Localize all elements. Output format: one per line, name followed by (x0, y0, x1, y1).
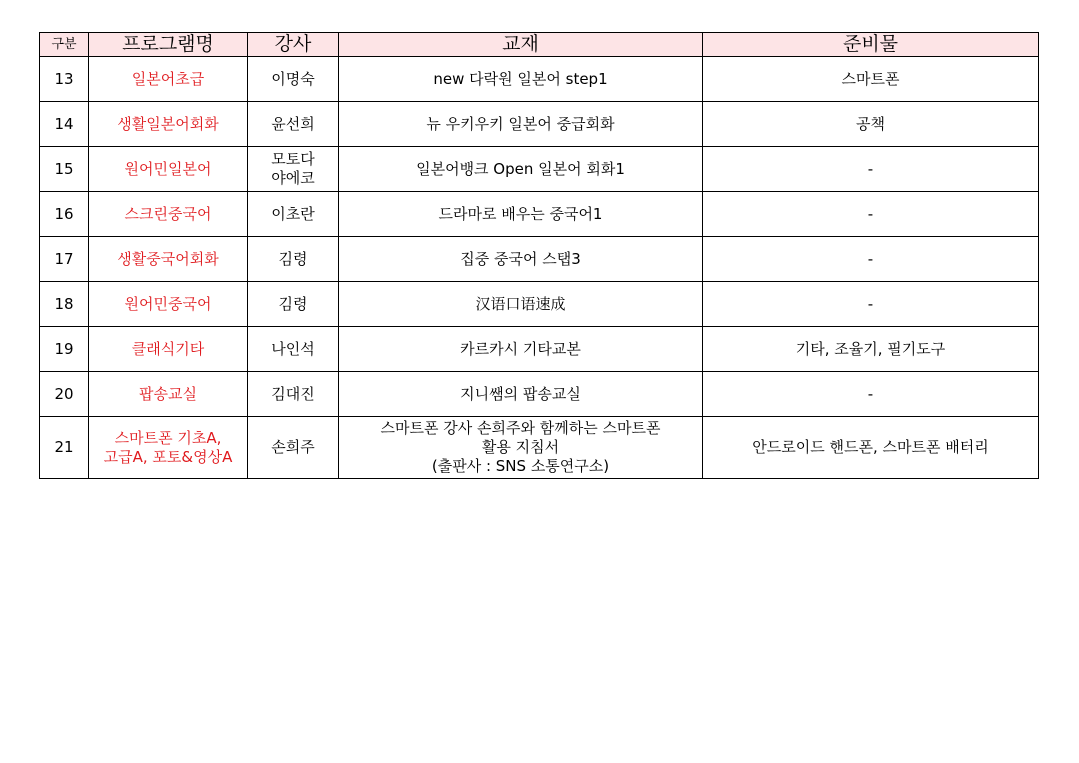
row-supplies: - (703, 147, 1039, 192)
row-supplies: 안드로이드 핸드폰, 스마트폰 배터리 (703, 417, 1039, 479)
row-textbook: new 다락원 일본어 step1 (339, 57, 703, 102)
program-schedule-table (39, 32, 1039, 479)
table-row (40, 237, 1039, 282)
row-supplies: 공책 (703, 102, 1039, 147)
row-program: 일본어초급 (89, 57, 248, 102)
header-instructor: 강사 (248, 33, 339, 57)
textbook-line: 활용 지침서 (481, 438, 560, 456)
row-textbook (339, 417, 703, 479)
row-instructor (248, 147, 339, 192)
row-program: 클래식기타 (89, 327, 248, 372)
row-no: 16 (40, 192, 89, 237)
row-supplies: - (703, 192, 1039, 237)
textbook-line: (출판사 : SNS 소통연구소) (431, 457, 610, 475)
table-row (40, 417, 1039, 479)
row-program (89, 417, 248, 479)
row-supplies: 기타, 조율기, 필기도구 (703, 327, 1039, 372)
row-textbook: 드라마로 배우는 중국어1 (339, 192, 703, 237)
row-instructor: 윤선희 (248, 102, 339, 147)
program-line: 고급A, 포토&영상A (103, 447, 233, 466)
instructor-line: 모토다 (271, 150, 315, 168)
table-row (40, 282, 1039, 327)
textbook-line: 스마트폰 강사 손희주와 함께하는 스마트폰 (380, 419, 661, 437)
row-textbook: 뉴 우키우키 일본어 중급회화 (339, 102, 703, 147)
row-textbook: 汉语口语速成 (339, 282, 703, 327)
header-no: 구분 (40, 33, 89, 57)
row-textbook: 집중 중국어 스탭3 (339, 237, 703, 282)
row-instructor: 이초란 (248, 192, 339, 237)
row-program: 원어민중국어 (89, 282, 248, 327)
row-instructor: 나인석 (248, 327, 339, 372)
row-no: 18 (40, 282, 89, 327)
row-program: 원어민일본어 (89, 147, 248, 192)
row-no: 19 (40, 327, 89, 372)
row-program: 스크린중국어 (89, 192, 248, 237)
row-no: 20 (40, 372, 89, 417)
table-row (40, 147, 1039, 192)
header-program: 프로그램명 (89, 33, 248, 57)
row-supplies: - (703, 237, 1039, 282)
row-program: 생활일본어회화 (89, 102, 248, 147)
table-row (40, 192, 1039, 237)
instructor-line: 야에코 (271, 169, 315, 187)
table-row (40, 372, 1039, 417)
row-instructor: 손희주 (248, 417, 339, 479)
row-instructor: 김령 (248, 282, 339, 327)
row-no: 15 (40, 147, 89, 192)
row-no: 17 (40, 237, 89, 282)
header-textbook: 교재 (339, 33, 703, 57)
header-supplies: 준비물 (703, 33, 1039, 57)
table-row (40, 57, 1039, 102)
table-row (40, 327, 1039, 372)
table-header-row (40, 33, 1039, 57)
program-line: 스마트폰 기초A, (114, 428, 222, 447)
row-program: 생활중국어회화 (89, 237, 248, 282)
row-no: 14 (40, 102, 89, 147)
row-no: 13 (40, 57, 89, 102)
row-textbook: 카르카시 기타교본 (339, 327, 703, 372)
row-supplies: - (703, 282, 1039, 327)
row-instructor: 김대진 (248, 372, 339, 417)
row-program: 팝송교실 (89, 372, 248, 417)
row-no: 21 (40, 417, 89, 479)
row-supplies: - (703, 372, 1039, 417)
row-textbook: 지니쌤의 팝송교실 (339, 372, 703, 417)
row-instructor: 이명숙 (248, 57, 339, 102)
table-row (40, 102, 1039, 147)
row-instructor: 김령 (248, 237, 339, 282)
row-textbook: 일본어뱅크 Open 일본어 회화1 (339, 147, 703, 192)
row-supplies: 스마트폰 (703, 57, 1039, 102)
